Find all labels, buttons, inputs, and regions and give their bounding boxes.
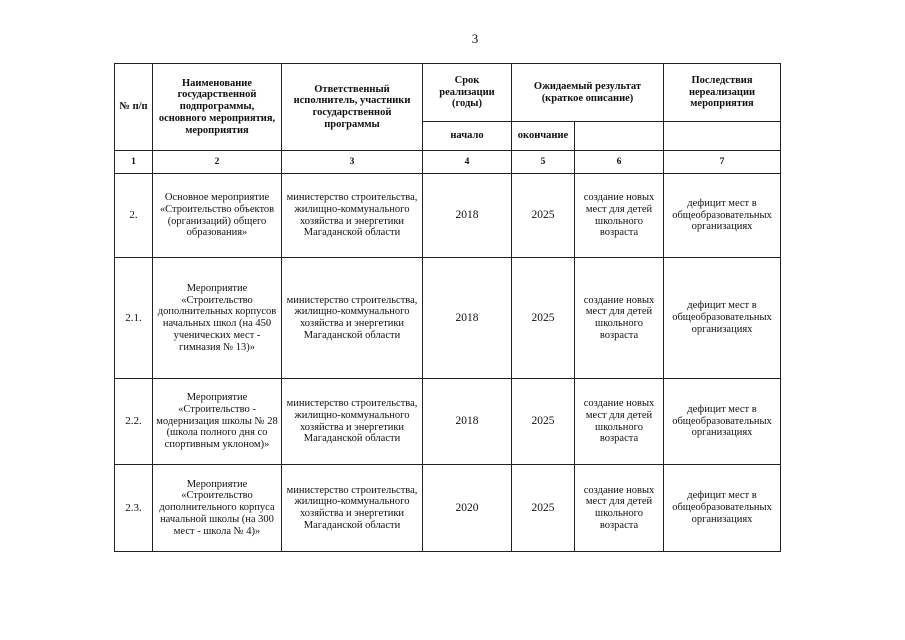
row-name: Мероприятие «Строительство дополнительных корпусов начальных школ (на 450 ученических мест - гимназия № 13)»: [153, 258, 282, 379]
row-end-year: 2025: [512, 465, 575, 552]
program-table: [114, 63, 781, 552]
header-name: Наименование государственной подпрограммы, основного мероприятия, мероприятия: [153, 64, 282, 151]
row-name: Мероприятие «Строительство дополнительного корпуса начальной школы (на 300 мест - школа № 4)»: [153, 465, 282, 552]
row-end-year: 2025: [512, 258, 575, 379]
column-number: 5: [512, 151, 575, 174]
row-responsible: министерство строительства, жилищно-коммунального хозяйства и энергетики Магаданской области: [282, 465, 423, 552]
row-start-year: 2018: [423, 258, 512, 379]
row-consequence: дефицит мест в общеобразовательных организациях: [664, 174, 781, 258]
column-number: 1: [115, 151, 153, 174]
page-number: 3: [471, 31, 479, 46]
column-number: 3: [282, 151, 423, 174]
header-term-start: начало: [423, 122, 512, 151]
row-name: Основное мероприятие «Строительство объектов (организаций) общего образования»: [153, 174, 282, 258]
row-result: создание новых мест для детей школьного возраста: [575, 379, 664, 465]
column-number-row: [115, 151, 781, 174]
header-empty-cell: [664, 122, 781, 151]
row-number: 2.2.: [115, 379, 153, 465]
row-number: 2.: [115, 174, 153, 258]
row-responsible: министерство строительства, жилищно-коммунального хозяйства и энергетики Магаданской области: [282, 258, 423, 379]
row-consequence: дефицит мест в общеобразовательных организациях: [664, 379, 781, 465]
header-empty-cell: [575, 122, 664, 151]
row-start-year: 2018: [423, 174, 512, 258]
row-start-year: 2020: [423, 465, 512, 552]
row-name: Мероприятие «Строительство - модернизация школы № 28 (школа полного дня со спортивным уклоном)»: [153, 379, 282, 465]
column-number: 6: [575, 151, 664, 174]
row-end-year: 2025: [512, 379, 575, 465]
header-responsible: Ответственный исполнитель, участники государственной программы: [282, 64, 423, 151]
header-consequences: Последствия нереализации мероприятия: [664, 64, 781, 122]
row-start-year: 2018: [423, 379, 512, 465]
header-row: [115, 64, 781, 122]
row-result: создание новых мест для детей школьного возраста: [575, 174, 664, 258]
table-row: [115, 174, 781, 258]
row-responsible: министерство строительства, жилищно-коммунального хозяйства и энергетики Магаданской области: [282, 174, 423, 258]
row-consequence: дефицит мест в общеобразовательных организациях: [664, 258, 781, 379]
header-term-end: окончание: [512, 122, 575, 151]
row-result: создание новых мест для детей школьного возраста: [575, 465, 664, 552]
column-number: 7: [664, 151, 781, 174]
row-result: создание новых мест для детей школьного возраста: [575, 258, 664, 379]
row-number: 2.3.: [115, 465, 153, 552]
row-consequence: дефицит мест в общеобразовательных организациях: [664, 465, 781, 552]
header-term: Срок реализации (годы): [423, 64, 512, 122]
column-number: 2: [153, 151, 282, 174]
table-row: [115, 258, 781, 379]
row-responsible: министерство строительства, жилищно-коммунального хозяйства и энергетики Магаданской области: [282, 379, 423, 465]
column-number: 4: [423, 151, 512, 174]
header-expected: Ожидаемый результат (краткое описание): [512, 64, 664, 122]
table-row: [115, 379, 781, 465]
header-no: № п/п: [115, 64, 153, 151]
table-row: [115, 465, 781, 552]
row-end-year: 2025: [512, 174, 575, 258]
row-number: 2.1.: [115, 258, 153, 379]
